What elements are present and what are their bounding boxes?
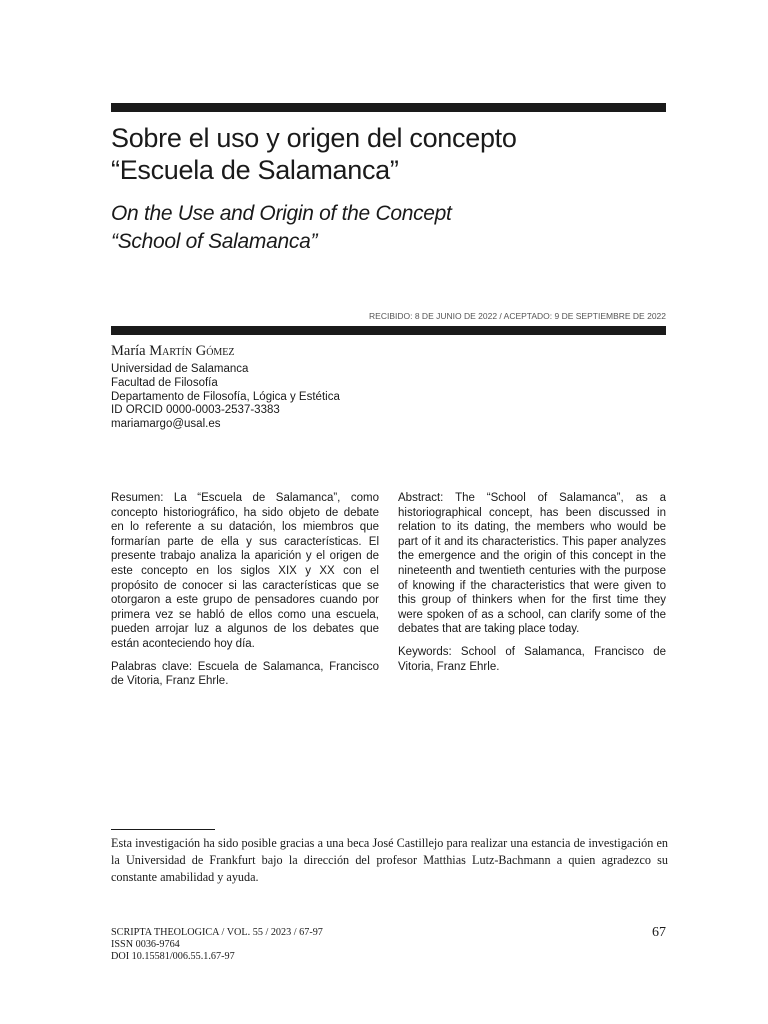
- page-number: 67: [652, 925, 666, 940]
- journal-doi: DOI 10.15581/006.55.1.67-97: [111, 950, 235, 962]
- keywords-label: Keywords:: [398, 645, 452, 658]
- resumen-text: La “Escuela de Salamanca”, como concepto historiográfico, ha sido objeto de debate en lo referente a su datación, los miembros que formarían parte de ella y sus características. El presente trabajo analiza la aparición y el origen de este concepto en los siglos XIX y XX con el propósito de conocer si las características que se otorgaron a este grupo de pensadores cuando por primera vez se habló de ellos como una escuela, pueden arrojar luz a algunos de los debates que están aconteciendo hoy día.: [111, 492, 379, 650]
- article-title: [111, 122, 671, 186]
- palabras-clave-paragraph: [111, 660, 379, 689]
- abstract-paragraph: [398, 491, 666, 637]
- keywords-paragraph: [398, 645, 666, 674]
- article-subtitle-english: [111, 200, 671, 256]
- journal-info: [111, 927, 323, 962]
- abstract-text: The “School of Salamanca”, as a historiographical concept, has been discussed in relation to its dating, the members who would be part of it and its characteristics. This paper analyzes the emergence and the origin of this concept in the nineteenth and twentieth centuries with the purpose of knowing if the characteristics that were given to this group of thinkers when for the first time they were spoken of as a school, can clarify some of the debates that are taking place today.: [398, 492, 666, 636]
- subtitle-line-2: “School of Salamanca”: [111, 230, 318, 253]
- keywords-text: School of Salamanca, Francisco de Vitoria, Franz Ehrle.: [398, 645, 666, 673]
- received-accepted-dates: RECIBIDO: 8 DE JUNIO DE 2022 / ACEPTADO: 9 DE SEPTIEMBRE DE 2022: [369, 311, 666, 321]
- subtitle-line-1: On the Use and Origin of the Concept: [111, 202, 452, 225]
- resumen-label: Resumen:: [111, 492, 164, 504]
- top-rule: [111, 103, 666, 112]
- middle-rule: [111, 326, 666, 335]
- resumen-paragraph: [111, 491, 379, 652]
- journal-citation: SCRIPTA THEOLOGICA / VOL. 55 / 2023 / 67-97: [111, 927, 323, 938]
- affiliation-university: Universidad de Salamanca: [111, 363, 249, 375]
- affiliation-faculty: Facultad de Filosofía: [111, 376, 218, 389]
- palabras-clave-text: Escuela de Salamanca, Francisco de Vitoria, Franz Ehrle.: [111, 660, 380, 688]
- footnote-rule: [111, 829, 215, 830]
- acknowledgement-footnote: Esta investigación ha sido posible gracias a una beca José Castillejo para realizar una estancia de investigación en la Universidad de Frankfurt bajo la dirección del profesor Matthias Lutz-Bachmann a quien agradezco su constante amabilidad y ayuda.: [111, 836, 668, 884]
- title-line-2: “Escuela de Salamanca”: [111, 155, 399, 185]
- spanish-abstract-column: [111, 491, 379, 697]
- affiliation-email: mariamargo@usal.es: [111, 418, 221, 431]
- author-affiliation: [111, 363, 340, 432]
- author-name: [111, 343, 235, 360]
- affiliation-orcid: ID ORCID 0000-0003-2537-3383: [111, 404, 280, 417]
- author-last-name: Martín Gómez: [149, 343, 235, 359]
- affiliation-department: Departamento de Filosofía, Lógica y Estética: [111, 390, 340, 403]
- palabras-clave-label: Palabras clave:: [111, 660, 193, 673]
- journal-issn: ISSN 0036-9764: [111, 938, 180, 950]
- abstract-label: Abstract:: [398, 492, 444, 504]
- english-abstract-column: [398, 491, 666, 682]
- title-line-1: Sobre el uso y origen del concepto: [111, 123, 517, 153]
- author-first-name: María: [111, 343, 150, 359]
